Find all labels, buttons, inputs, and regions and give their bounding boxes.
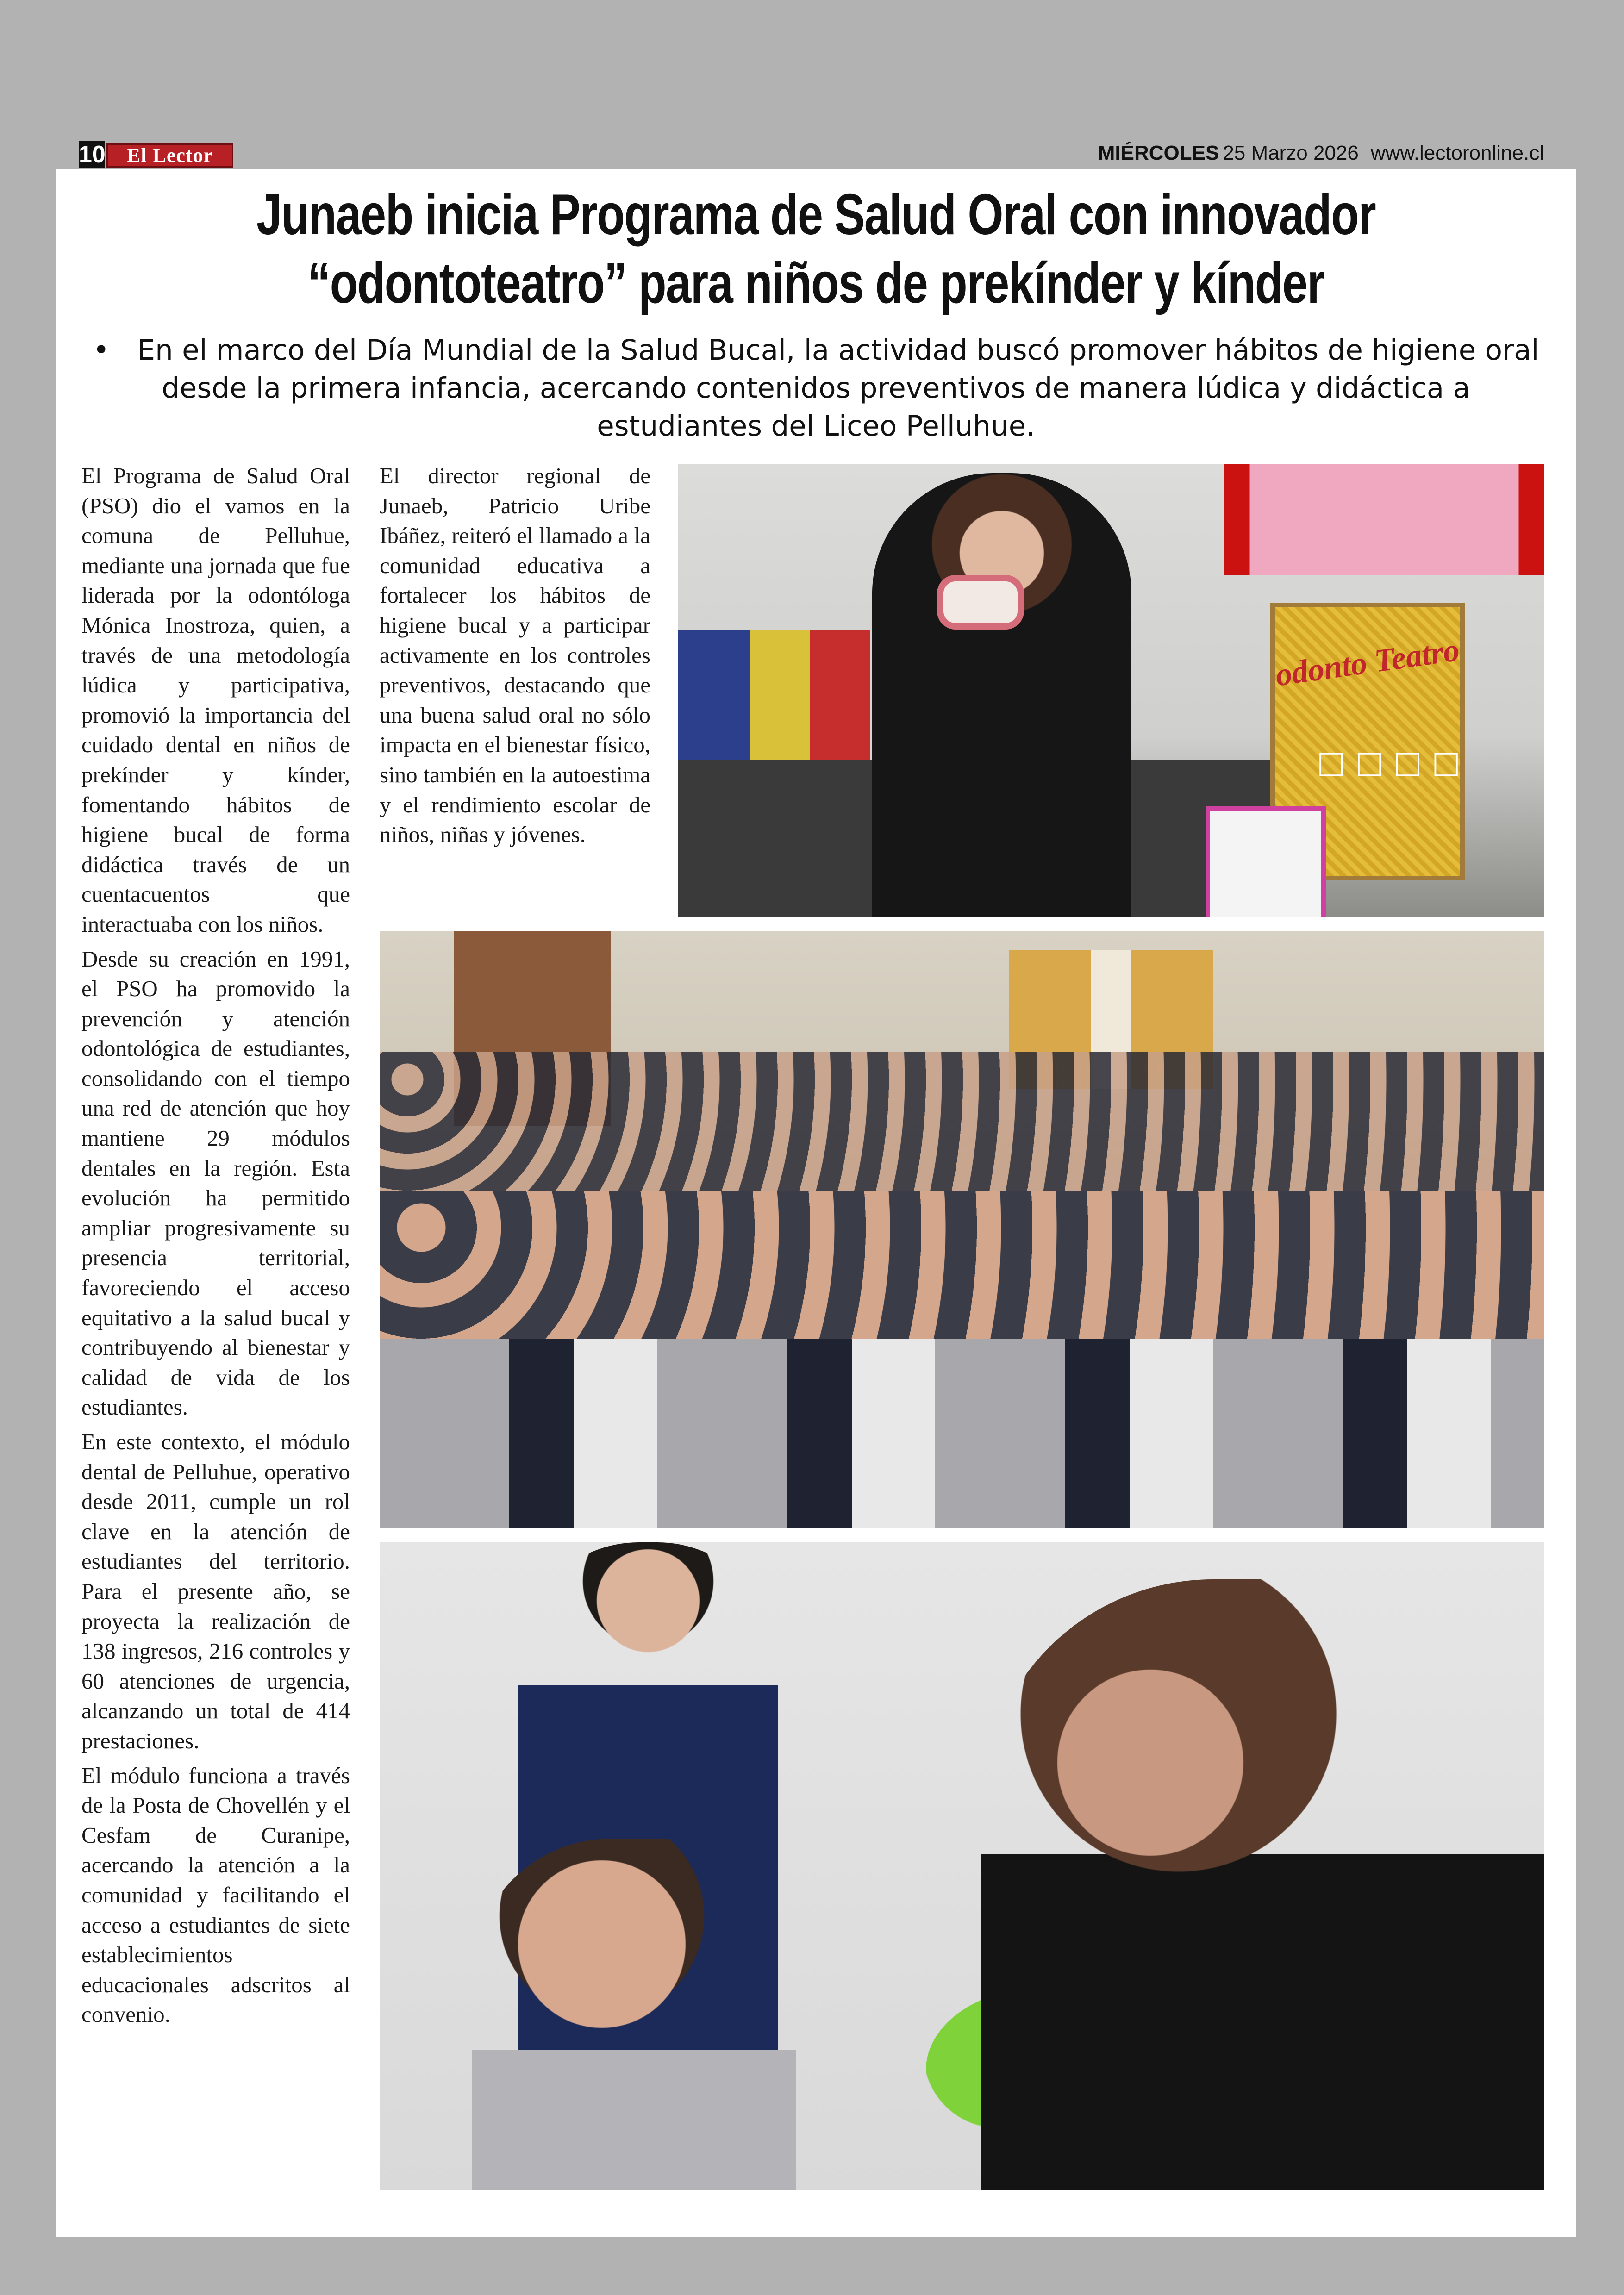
header-date: 25 Marzo 2026 — [1223, 142, 1359, 164]
tooth-icons: ☐☐☐☐ — [1317, 748, 1470, 784]
photo-children-group — [380, 931, 1544, 1528]
paragraph: El módulo funciona a través de la Posta de Chovellén y el Cesfam de Curanipe, acercando la atención a la comunidad y facilitando el acceso a estudiantes de siete establecimientos educacionales adscritos al convenio. — [81, 1762, 350, 2027]
curtain — [1224, 464, 1544, 575]
newspaper-page — [56, 169, 1576, 2237]
children-front — [380, 1339, 1544, 1528]
header-dateline — [1098, 142, 1544, 165]
dek-text: En el marco del Día Mundial de la Salud Bucal, la actividad buscó promover hábitos de higiene oral desde la primera infancia, acercando contenidos preventivos de manera lúdica y didáctica a estudiantes del Liceo Pelluhue. — [137, 334, 1539, 443]
dek — [79, 331, 1553, 445]
text-column-1 — [81, 461, 350, 2034]
paragraph: El director regional de Junaeb, Patricio Uribe Ibáñez, reiteró el llamado a la comunidad educativa a fortalecer los hábitos de higiene bucal y a participar activamente en los controles preventivos, destacando que una buena salud oral no sólo impacta en el bienestar físico, sino también en la autoestima y el rendimiento escolar de niños, niñas y jóvenes. — [380, 463, 650, 848]
paragraph: Desde su creación en 1991, el PSO ha promovido la prevención y atención odontológica de estudiantes, consolidando con el tiempo una red de atención que hoy mantiene 29 módulos dentales en la región. Esta evolución ha permitido ampliar progresivamente su presencia territorial, favoreciendo el acceso equitativo a la salud bucal y contribuyendo al bienestar y calidad de vida de los estudiantes. — [81, 946, 350, 1420]
dentist-figure — [872, 473, 1131, 917]
page-number: 10 — [79, 141, 106, 168]
page-header — [79, 139, 1544, 171]
odontoteatro-sign-text: odonto Teatro — [1273, 632, 1462, 693]
photo-child-brushing-plush — [380, 1542, 1544, 2190]
header-day: MIÉRCOLES — [1098, 142, 1219, 164]
teeth-model — [937, 575, 1024, 630]
toothbrush-display — [1206, 806, 1326, 917]
child-figure — [472, 1839, 796, 2190]
paragraph: En este contexto, el módulo dental de Pelluhue, operativo desde 2011, cumple un rol clave en la atención de estudiantes del territorio. Para el presente año, se proyecta la realización de 138 ingresos, 216 controles y 60 atenciones de urgencia, alcanzando un total de 414 prestaciones. — [81, 1429, 350, 1753]
paragraph: El Programa de Salud Oral (PSO) dio el vamos en la comuna de Pelluhue, mediante una jornada que fue liderada por la odontóloga Mónica Inostroza, quien, a través de una metodología lúdica y participativa, promovió la importancia del cuidado dental en niños de prekínder y kínder, fomentando hábitos de higiene bucal de forma didáctica través de un cuentacuentos que interactuaba con los niños. — [81, 463, 350, 937]
text-column-2 — [380, 461, 650, 854]
photo-dentist-teeth-model — [678, 464, 1544, 917]
headline-line-1: Junaeb inicia Programa de Salud Oral con innovador — [256, 183, 1376, 247]
header-website[interactable]: www.lectoronline.cl — [1370, 142, 1544, 164]
headline — [208, 181, 1424, 318]
crowd-middle — [380, 1191, 1544, 1357]
headline-line-2: “odontoteatro” para niños de prekínder y kínder — [307, 251, 1324, 315]
dek-bullet: • — [93, 334, 110, 367]
dentist-figure-2 — [981, 1579, 1544, 2190]
newspaper-logo: El Lector — [106, 143, 233, 168]
